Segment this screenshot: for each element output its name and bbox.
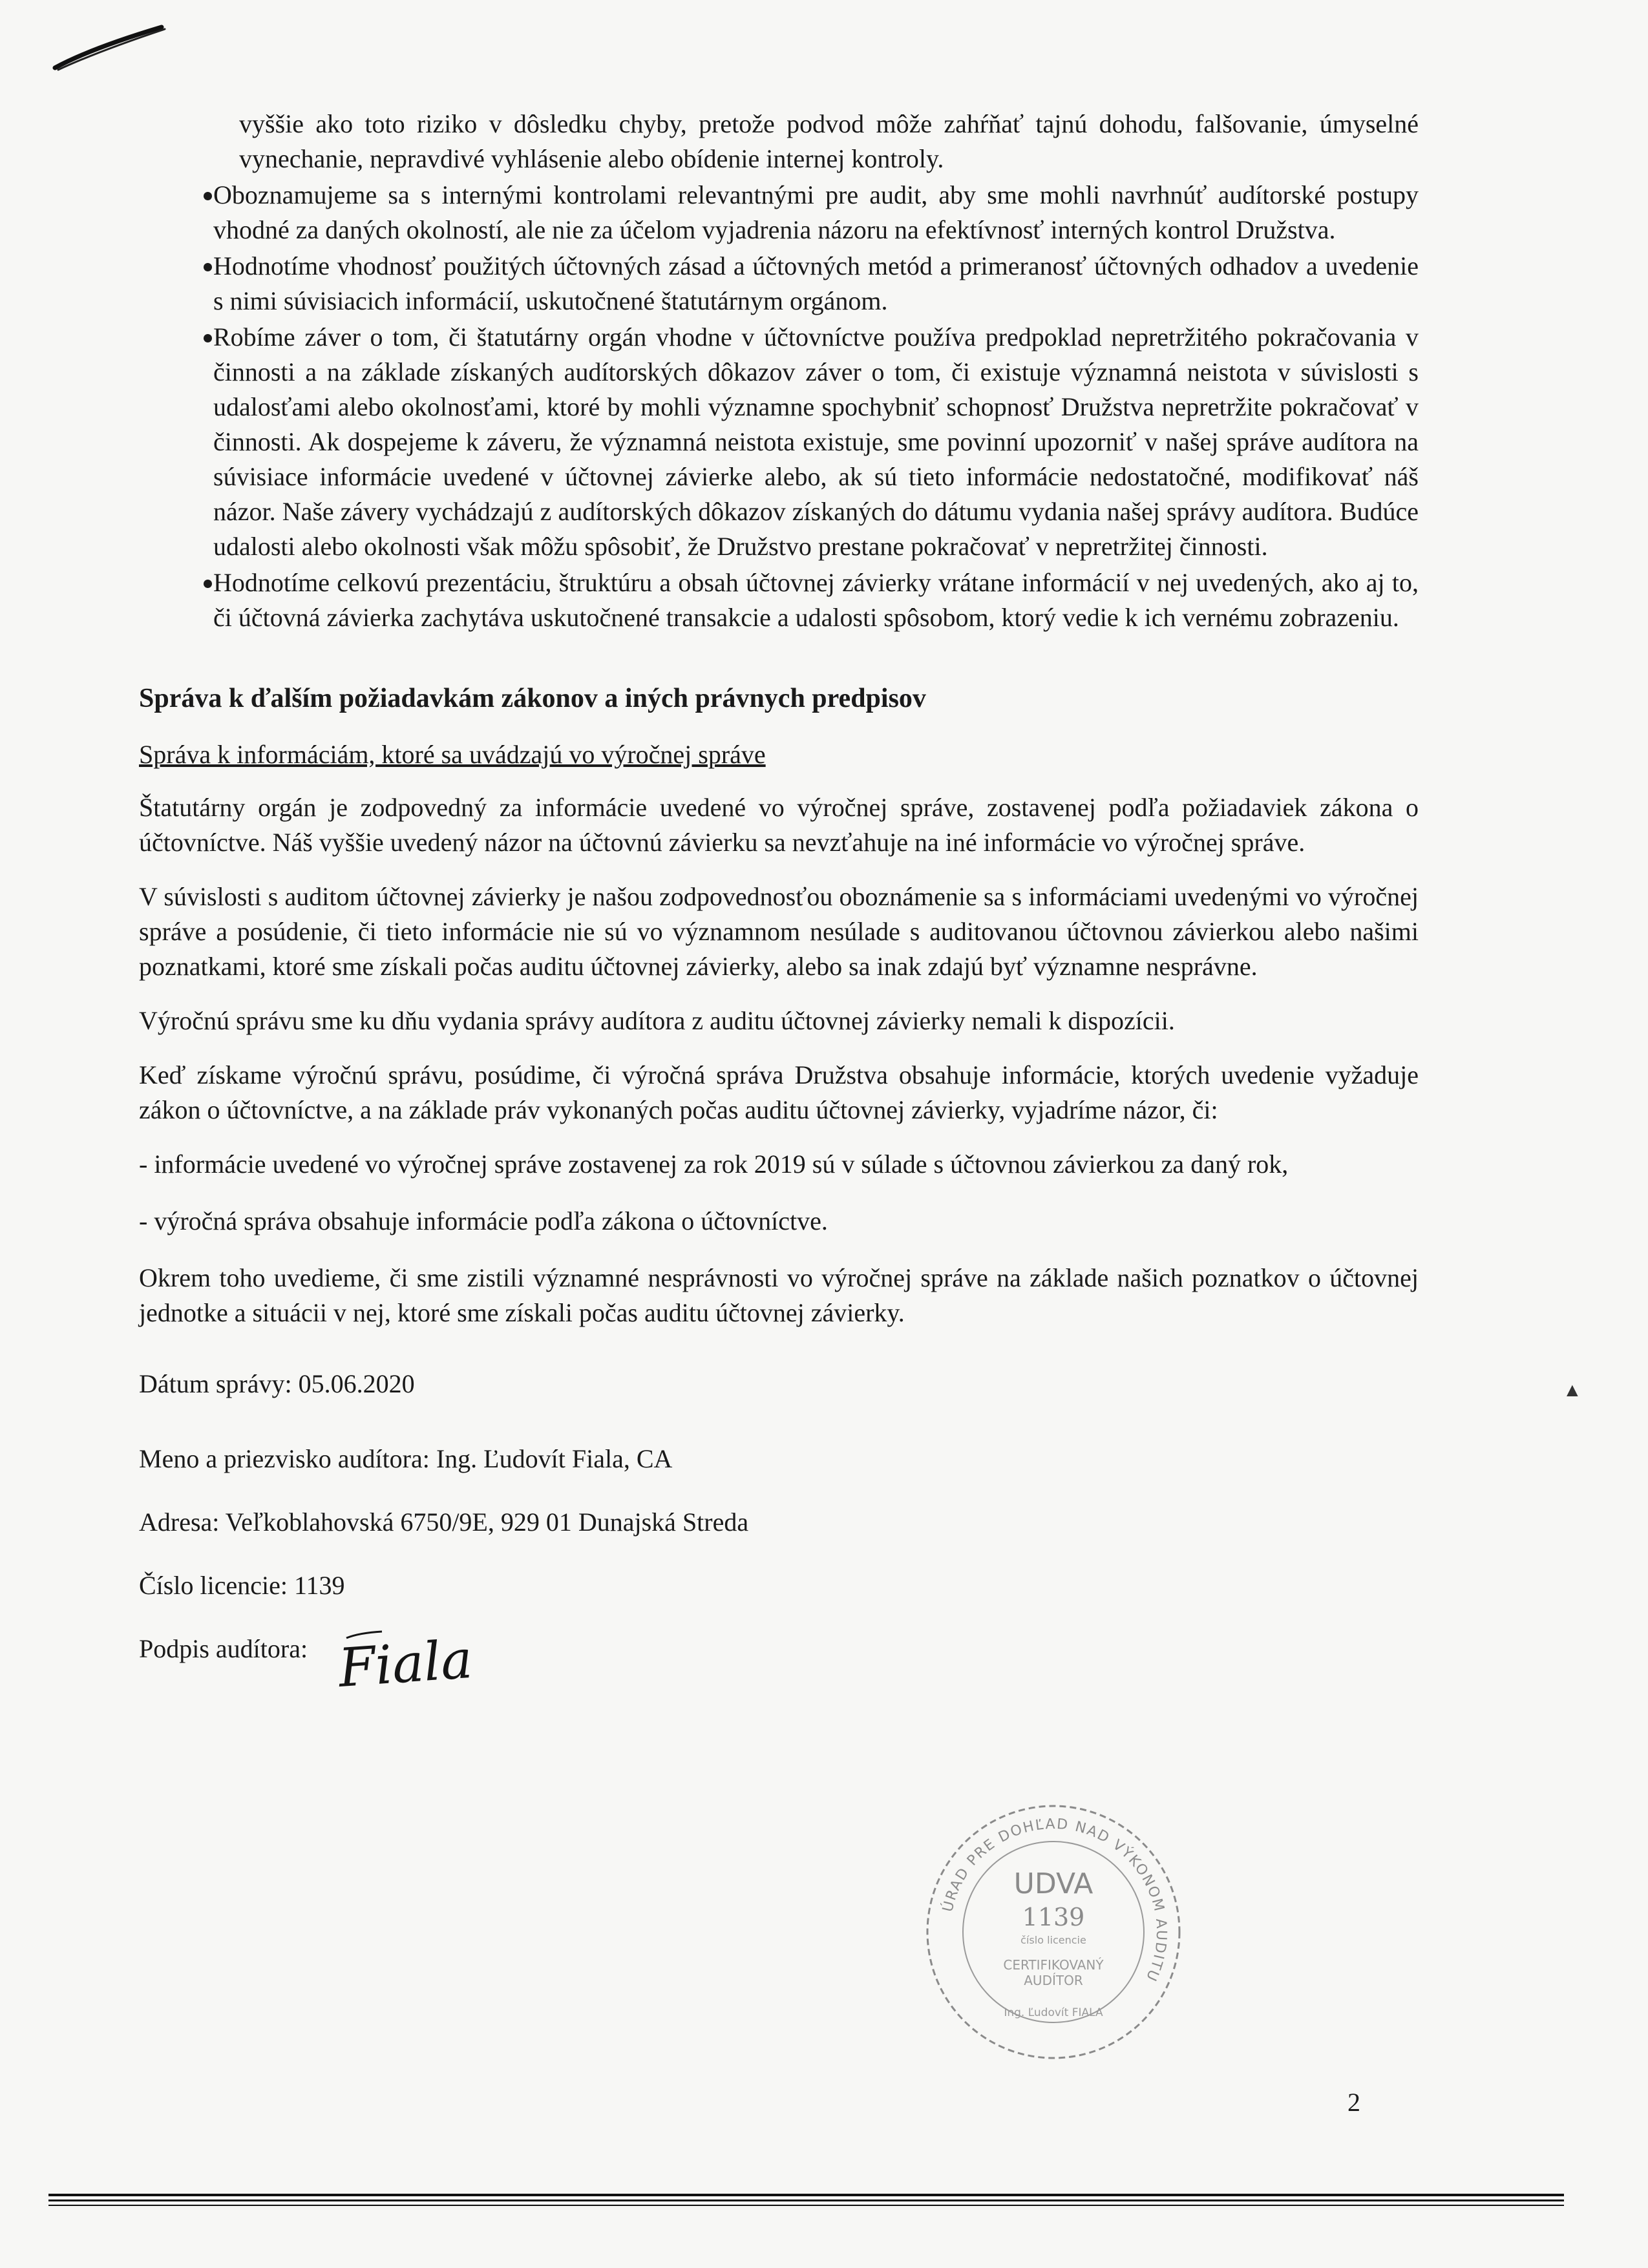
- footer-rule: [48, 2194, 1564, 2206]
- bullet-dot-icon: [204, 334, 212, 342]
- bullet-item: [139, 249, 1419, 319]
- signature-text: Fiala: [336, 1628, 475, 1699]
- paragraph-closing: Okrem toho uvedieme, či sme zistili významné nesprávnosti vo výročnej správe na základe našich poznatkov o účtovnej jednotke a situácii v nej, ktoré sme získali počas auditu účtovnej závierky.: [139, 1263, 1419, 1327]
- bullet-item: [139, 320, 1419, 564]
- auditor-name: Meno a priezvisko audítora: Ing. Ľudovít Fiala, CA: [139, 1444, 673, 1473]
- bullet-item: [139, 107, 1419, 176]
- license-number: Číslo licencie: 1139: [139, 1571, 345, 1600]
- signature-label: Podpis audítora:: [139, 1634, 308, 1663]
- stamp-title-1: CERTIFIKOVANÝ: [1003, 1957, 1104, 1973]
- paragraph-when-obtained: Keď získame výročnú správu, posúdime, či výročná správa Družstva obsahuje informácie, ktorých uvedenie vyžaduje zákon o účtovníctve, a na základe práv vykonaných počas auditu účtovnej závierky, vyjadríme názor, či:: [139, 1060, 1419, 1124]
- paragraph-auditor-duty: V súvislosti s auditom účtovnej závierky je našou zodpovednosťou oboznámenie sa s informáciami uvedenými vo výročnej správe a posúdenie, či tieto informácie nie sú vo významnom nesúlade s auditovanou účtovnou závierkou alebo našimi poznatkami, ktoré sme získali počas auditu účtovnej závierky, alebo sa inak zdajú byť významne nesprávne.: [139, 882, 1419, 981]
- stamp-number: 1139: [1022, 1903, 1085, 1931]
- bullet-text: vyššie ako toto riziko v dôsledku chyby, pretože podvod môže zahŕňať tajnú dohodu, falšovanie, úmyselné vynechanie, nepravdivé vyhlásenie alebo obídenie internej kontroly.: [239, 109, 1419, 173]
- bullet-text: Hodnotíme vhodnosť použitých účtovných zásad a účtovných metód a primeranosť účtovných odhadov a uvedenie s nimi súvisiacich informácií, uskutočnené štatutárnym orgánom.: [213, 251, 1419, 315]
- bullet-text: Hodnotíme celkovú prezentáciu, štruktúru a obsah účtovnej závierky vrátane informácií v nej uvedených, ako aj to, či účtovná závierka zachytáva uskutočnené transakcie a udalosti spôsobom, ktorý vedie k ich vernému zobrazeniu.: [213, 568, 1419, 632]
- bullet-dot-icon: [204, 192, 212, 200]
- report-date: Dátum správy: 05.06.2020: [139, 1369, 415, 1398]
- dash-item-contents: - výročná správa obsahuje informácie podľa zákona o účtovníctve.: [139, 1206, 828, 1235]
- subsection-heading: Správa k informáciám, ktoré sa uvádzajú vo výročnej správe: [139, 740, 766, 769]
- section-heading: Správa k ďalším požiadavkám zákonov a iných právnych predpisov: [139, 684, 926, 713]
- dash-item-consistency: - informácie uvedené vo výročnej správe zostavenej za rok 2019 sú v súlade s účtovnou závierkou za daný rok,: [139, 1150, 1289, 1179]
- stamp-title-2: AUDÍTOR: [1024, 1973, 1083, 1988]
- paragraph-responsibility: Štatutárny orgán je zodpovedný za informácie uvedené vo výročnej správe, zostavenej podľa požiadaviek zákona o účtovníctve. Náš vyššie uvedený názor na účtovnú závierku sa nevzťahuje na iné informácie vo výročnej správe.: [139, 793, 1419, 857]
- auditor-signature: [333, 1625, 527, 1709]
- bullet-item: [139, 565, 1419, 635]
- stamp-logo: UDVA: [1013, 1867, 1093, 1900]
- auditor-stamp: [918, 1796, 1189, 2068]
- signature-row: [139, 1628, 1419, 1709]
- report-body: [139, 107, 1419, 1709]
- auditor-address: Adresa: Veľkoblahovská 6750/9E, 929 01 Dunajská Streda: [139, 1507, 749, 1537]
- stamp-holder: Ing. Ľudovít FIALA: [1004, 2006, 1103, 2019]
- bullet-dot-icon: [204, 580, 212, 588]
- bullet-dot-icon: [204, 263, 212, 271]
- pen-stroke-mark: [52, 19, 168, 78]
- bullet-text: Robíme záver o tom, či štatutárny orgán vhodne v účtovníctve používa predpoklad nepretržitého pokračovania v činnosti a na základe získaných audítorských dôkazov záver o tom, či existuje významná neistota v súvislosti s udalosťami alebo okolnosťami, ktoré by mohli významne spochybniť schopnosť Družstva nepretržite pokračovať v činnosti. Ak dospejeme k záveru, že významná neistota existuje, sme povinní upozorniť v našej správe audítora na súvisiace informácie uvedené v účtovnej závierke alebo, ak sú tieto informácie nedostatočné, modifikovať náš názor. Naše závery vychádzajú z audítorských dôkazov získaných do dátumu vydania našej správy audítora. Budúce udalosti alebo okolnosti však môžu spôsobiť, že Družstvo prestane pokračovať v nepretržitej činnosti.: [213, 322, 1419, 561]
- procedure-bullet-list: [139, 107, 1419, 635]
- margin-mark: ▲: [1563, 1380, 1582, 1401]
- stamp-license-caption: číslo licencie: [1020, 1934, 1086, 1946]
- bullet-item: [139, 178, 1419, 247]
- paragraph-not-available: Výročnú správu sme ku dňu vydania správy audítora z auditu účtovnej závierky nemali k dispozícii.: [139, 1006, 1175, 1035]
- bullet-text: Oboznamujeme sa s internými kontrolami relevantnými pre audit, aby sme mohli navrhnúť audítorské postupy vhodné za daných okolností, ale nie za účelom vyjadrenia názoru na efektívnosť interných kontrol Družstva.: [213, 180, 1419, 244]
- page-number: 2: [1347, 2088, 1360, 2117]
- stamp-ring-text: ÚRAD PRE DOHĽAD NAD VÝKONOM AUDITU: [940, 1816, 1170, 1984]
